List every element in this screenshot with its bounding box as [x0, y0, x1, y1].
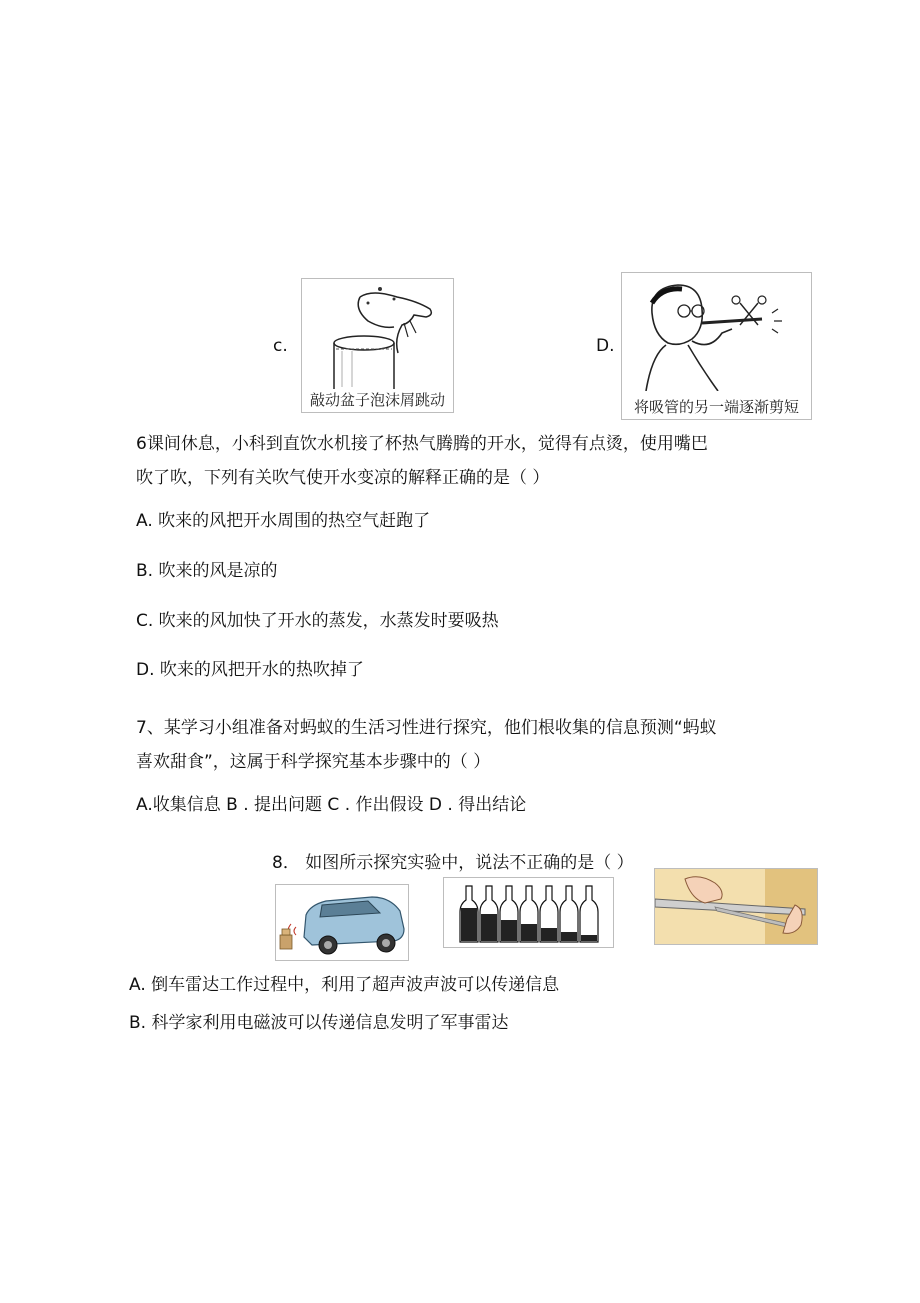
figure-d-caption: 将吸管的另一端逐渐剪短: [633, 398, 799, 416]
q6-stem-line1: 6课间休息，小科到直饮水机接了杯热气腾腾的开水，觉得有点烫，使用嘴巴: [136, 434, 708, 454]
q8-figure-bottles: [443, 877, 614, 948]
q7-options: A.收集信息 B . 提出问题 C . 作出假设 D . 得出结论: [136, 795, 527, 815]
q8-option-a: A. 倒车雷达工作过程中，利用了超声波声波可以传递信息: [129, 975, 560, 995]
q8-stem: 8． 如图所示探究实验中，说法不正确的是（ ）: [272, 853, 634, 873]
figure-d-label: D.: [596, 336, 615, 356]
q6-option-a: A. 吹来的风把开水周围的热空气赶跑了: [136, 511, 431, 531]
q6-option-b: B. 吹来的风是凉的: [136, 561, 278, 581]
straw-man-illustration: [622, 273, 811, 391]
q6-option-c: C. 吹来的风加快了开水的蒸发，水蒸发时要吸热: [136, 611, 499, 631]
car-illustration: [276, 885, 408, 960]
figure-d-straw-cutting: [621, 272, 812, 420]
q6-option-d: D. 吹来的风把开水的热吹掉了: [136, 660, 364, 680]
q6-stem-line2: 吹了吹，下列有关吹气使开水变凉的解释正确的是（ ）: [136, 468, 550, 488]
q8-option-b: B. 科学家利用电磁波可以传递信息发明了军事雷达: [129, 1013, 509, 1033]
q8-figure-car-radar: [275, 884, 409, 961]
ruler-illustration: [655, 869, 817, 944]
figure-c-drum-foam: [301, 278, 454, 413]
q7-stem-line1: 7、某学习小组准备对蚂蚁的生活习性进行探究，他们根收集的信息预测“蚂蚁: [136, 718, 717, 738]
bottles-illustration: [444, 878, 613, 947]
q7-stem-line2: 喜欢甜食”，这属于科学探究基本步骤中的（ ）: [136, 752, 491, 772]
q8-figure-ruler: [654, 868, 818, 945]
figure-c-caption: 敲动盆子泡沫屑跳动: [309, 391, 445, 409]
drum-foam-illustration: [302, 279, 453, 389]
figure-c-label: c.: [273, 336, 288, 356]
